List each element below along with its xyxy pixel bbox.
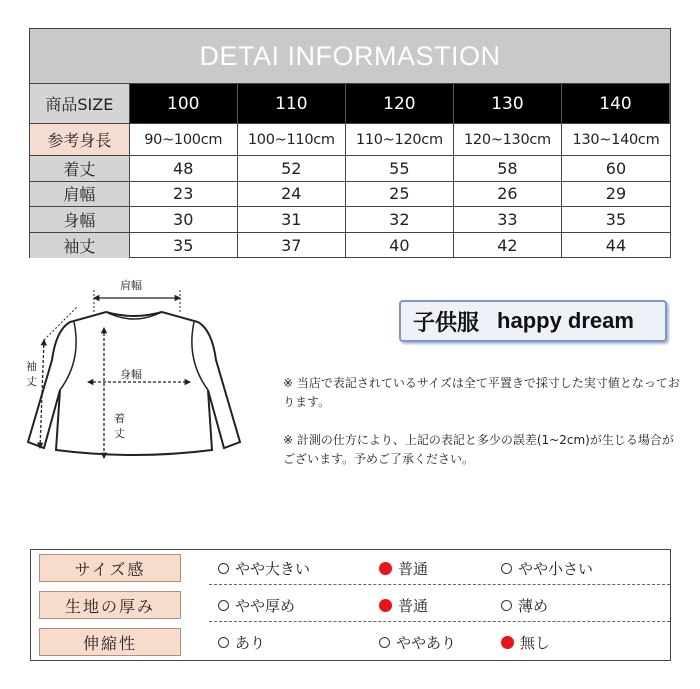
table-cell: 37 xyxy=(238,233,346,259)
size-cell: 140 xyxy=(562,84,670,123)
height-row xyxy=(30,124,670,156)
option-text: 普通 xyxy=(398,560,429,578)
table-row xyxy=(30,182,670,208)
option-text: 無し xyxy=(520,634,551,652)
table-cell: 33 xyxy=(454,207,562,232)
attribute-label: サイズ感 xyxy=(39,554,181,582)
table-cell: 24 xyxy=(238,182,346,207)
sleeve-label-top: 袖 xyxy=(26,360,37,373)
radio-empty-icon xyxy=(379,637,390,648)
attribute-label: 生地の厚み xyxy=(39,591,181,619)
sleeve-label-bottom: 丈 xyxy=(26,375,37,388)
measurement-diagram xyxy=(20,270,250,470)
size-cell: 130 xyxy=(454,84,562,123)
attribute-row-thickness xyxy=(31,587,670,624)
table-row xyxy=(30,207,670,233)
option-text: 普通 xyxy=(398,597,429,615)
height-cell: 100~110cm xyxy=(238,124,346,155)
radio-empty-icon xyxy=(218,563,229,574)
attribute-row-size xyxy=(31,550,670,587)
note-measurement: ※ 当店で表記されているサイズは全て平置きで採寸した実寸値となっております。 xyxy=(283,376,680,409)
radio-empty-icon xyxy=(218,637,229,648)
height-cell: 120~130cm xyxy=(454,124,562,155)
height-cell: 130~140cm xyxy=(572,131,660,148)
attribute-option xyxy=(501,550,593,587)
attribute-option xyxy=(501,624,550,661)
attribute-option xyxy=(218,550,310,587)
option-text: やや小さい xyxy=(518,560,594,578)
radio-empty-icon xyxy=(501,563,512,574)
table-row xyxy=(30,156,670,182)
note-tolerance: ※ 計測の仕方により、上記の表記と多少の誤差(1~2cm)が生じる場合がございます。予めご了承ください。 xyxy=(283,433,674,466)
table-title: DETAI INFORMASTION xyxy=(30,29,670,84)
height-cell: 110~120cm xyxy=(346,124,454,155)
shoulder-label: 肩幅 xyxy=(120,279,142,292)
table-cell: 30 xyxy=(130,207,238,232)
option-text: やや厚め xyxy=(235,597,296,615)
notes xyxy=(283,374,683,488)
attribute-option xyxy=(218,624,265,661)
table-cell: 52 xyxy=(238,156,346,181)
size-cell: 120 xyxy=(346,84,454,123)
table-cell: 55 xyxy=(346,156,454,181)
radio-selected-icon xyxy=(501,636,514,649)
option-text: やや大きい xyxy=(235,560,311,578)
radio-empty-icon xyxy=(501,600,512,611)
table-cell: 26 xyxy=(454,182,562,207)
attribute-option xyxy=(379,587,428,624)
brand-jp: 子供服 xyxy=(413,310,480,336)
size-cell: 100 xyxy=(130,84,238,123)
table-cell: 42 xyxy=(454,233,562,259)
attribute-label: 伸縮性 xyxy=(39,628,181,656)
row-label: 着丈 xyxy=(30,156,130,181)
table-cell: 31 xyxy=(238,207,346,232)
length-label-bottom: 丈 xyxy=(114,427,125,440)
dress-outline-icon xyxy=(20,270,250,470)
option-text: あり xyxy=(235,634,266,652)
table-cell: 32 xyxy=(346,207,454,232)
size-cell: 110 xyxy=(238,84,346,123)
brand-badge xyxy=(399,300,667,342)
attribute-option xyxy=(379,624,456,661)
table-row xyxy=(30,233,670,259)
attribute-option xyxy=(501,587,548,624)
height-cell: 90~100cm xyxy=(130,124,238,155)
table-cell: 48 xyxy=(130,156,238,181)
table-cell: 23 xyxy=(130,182,238,207)
attribute-option xyxy=(379,550,428,587)
brand-en: happy dream xyxy=(497,308,634,333)
size-row xyxy=(30,84,670,124)
table-cell: 60 xyxy=(605,158,627,178)
table-cell: 58 xyxy=(454,156,562,181)
body-label: 身幅 xyxy=(120,368,142,381)
row-label: 肩幅 xyxy=(30,182,130,207)
height-header: 参考身長 xyxy=(30,124,130,155)
row-label: 身幅 xyxy=(30,207,130,232)
option-text: ややあり xyxy=(396,634,457,652)
attributes-panel xyxy=(30,549,671,661)
size-header: 商品SIZE xyxy=(30,84,130,123)
radio-selected-icon xyxy=(379,562,392,575)
row-label: 袖丈 xyxy=(30,233,130,259)
radio-empty-icon xyxy=(218,600,229,611)
radio-selected-icon xyxy=(379,599,392,612)
table-cell: 35 xyxy=(605,209,627,229)
table-cell: 44 xyxy=(605,235,627,255)
table-cell: 40 xyxy=(346,233,454,259)
table-cell: 25 xyxy=(346,182,454,207)
length-label-top: 着 xyxy=(114,412,125,425)
size-table xyxy=(29,28,671,258)
attribute-row-stretch xyxy=(31,624,670,661)
attribute-option xyxy=(218,587,295,624)
option-text: 薄め xyxy=(518,597,549,615)
table-cell: 35 xyxy=(130,233,238,259)
table-cell: 29 xyxy=(605,184,627,204)
